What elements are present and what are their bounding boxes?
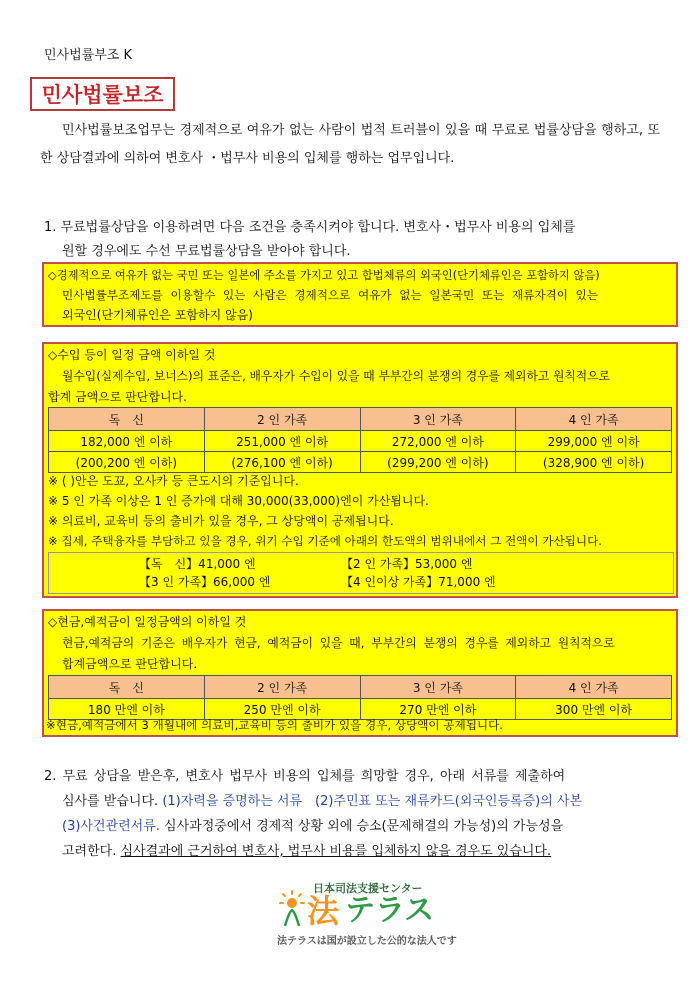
table-cell: (299,200 엔 이하) [360,452,516,473]
table-cell: 300 만엔 이하 [516,699,672,720]
item1-line1: 1. 무료법률상담을 이용하려면 다음 조건을 충족시켜야 합니다. 변호사・법무사 비용의 입체를 [44,220,576,235]
table-cell: 272,000 엔 이하 [360,431,516,452]
eligibility-box [42,262,678,327]
item2-underlined-note: 심사결과에 근거하여 변호사, 법무사 비용를 입체하지 않을 경우도 있습니다. [120,844,552,859]
savings-table [48,675,672,720]
logo-brand-kana: テラス [345,893,435,928]
item1-line2: 원할 경우에도 수선 무료법률상담을 받아야 합니다. [62,244,351,259]
income-note: ※ ( )안은 도꾜, 오사카 등 큰도시의 기준입니다. [48,474,299,488]
document-header-label: 민사법률부조 K [44,48,133,63]
limit-4: 【4 인이상 가족】71,000 엔 [341,575,496,589]
table-cell: 250 만엔 이하 [204,699,360,720]
houterasu-logo [275,880,475,950]
limit-2: 【2 인 가족】53,000 엔 [341,557,473,571]
income-desc2: 합계 금액으로 판단합니다. [48,390,187,404]
income-note: ※ 5 인 가족 이상은 1 인 증가에 대해 30,000(33,000)엔이 가산됩니다. [48,494,429,508]
item2-line4 [62,840,551,863]
intro-paragraph: 민사법률보조업무는 경제적으로 여유가 없는 사람이 법적 트러블이 있을 때 무료로 법률상담을 행하고, 또한 상담결과에 의하여 변호사 ・법무사 비용의 입체를 행하는 업무입니다. [40,123,660,166]
table-cell: (200,200 엔 이하) [49,452,205,473]
savings-note: ※현금,예적금에서 3 개월내에 의료비,교육비 등의 출비가 있을 경우, 상당액이 공제됩니다. [46,718,503,732]
savings-heading: ◇현금,예적금이 일정금액의 이하일 것 [48,615,247,629]
item2-line1: 2. 무료 상담을 받은후, 변호사 법무사 비용의 입체를 희망할 경우, 아래 서류를 제출하여 [44,769,566,784]
logo-org-name: 日本司法支援センター [313,882,423,895]
savings-box [42,609,678,737]
income-note: ※ 집세, 주택융자를 부담하고 있을 경우, 위기 수입 기준에 아래의 한도액의 범위내에서 그 전액이 가산됩니다. [48,534,602,548]
item2-documents: (1)자력을 증명하는 서류 (2)주민표 또는 재류카드(외국인등록증)의 사본 [162,794,583,809]
income-heading: ◇수입 등이 일정 금액 이하일 것 [48,348,216,362]
eligibility-line3: 외국인(단기체류인은 포함하지 않음) [62,308,253,322]
eligibility-line1: ◇경제적으로 여유가 없는 국민 또는 일본에 주소를 가지고 있고 합법체류의 외국인(단기체류인은 포함하지 않음) [48,269,600,282]
item2-case-docs: (3)사건관련서류. [62,819,160,834]
limit-3: 【3 인 가족】66,000 엔 [139,575,271,589]
savings-col-3: 3 인 가족 [360,676,516,699]
item2-line2-text: 심사를 받습니다. [62,794,163,809]
logo-tagline: 法テラスは国が設立した公的な法人です [277,936,457,947]
table-cell: 270 만엔 이하 [360,699,516,720]
eligibility-line2: 민사법률부조제도를 이용할수 있는 사람은 경제적으로 여유가 없는 일본국민 또는 재류자격이 있는 [62,288,599,302]
limit-single: 【독 신】41,000 엔 [139,557,256,571]
income-table [48,407,672,473]
item2-line3-text: 심사과정중에서 경제적 상황 외에 승소(문제해결의 가능성)의 가능성을 [159,819,564,834]
table-cell: (276,100 엔 이하) [204,452,360,473]
document-title: 민사법률보조 [30,77,175,111]
savings-col-4: 4 인 가족 [516,676,672,699]
income-note: ※ 의료비, 교육비 등의 출비가 있을 경우, 그 상당액이 공제됩니다. [48,514,394,528]
table-cell: 182,000 엔 이하 [49,431,205,452]
table-cell: 180 만엔 이하 [49,699,205,720]
savings-col-2: 2 인 가족 [204,676,360,699]
table-cell: (328,900 엔 이하) [516,452,672,473]
savings-desc1: 현금,예적금의 기준은 배우자가 현금, 예적금이 있을 때, 부부간의 분쟁의 경우를 제외하고 원칙적으로 [62,636,615,650]
sun-icon [275,888,309,934]
logo-brand-kanji: 法 [307,892,340,930]
table-cell: 299,000 엔 이하 [516,431,672,452]
income-desc1: 월수입(실제수입, 보너스)의 표준은, 배우자가 수입이 있을 때 부부간의 분쟁의 경우를 제외하고 원칙적으로 [62,369,610,383]
item2-line2 [62,790,582,813]
savings-col-single: 독 신 [49,676,205,699]
savings-desc2: 합계금액으로 판단합니다. [62,657,198,671]
income-col-4: 4 인 가족 [516,408,672,431]
income-col-single: 독 신 [49,408,205,431]
housing-limit-box [48,552,674,594]
table-cell: 251,000 엔 이하 [204,431,360,452]
income-col-3: 3 인 가족 [360,408,516,431]
item2-line4-text: 고려한다. [62,844,121,859]
income-box [42,342,678,598]
income-col-2: 2 인 가족 [204,408,360,431]
item2-line3 [62,815,563,838]
